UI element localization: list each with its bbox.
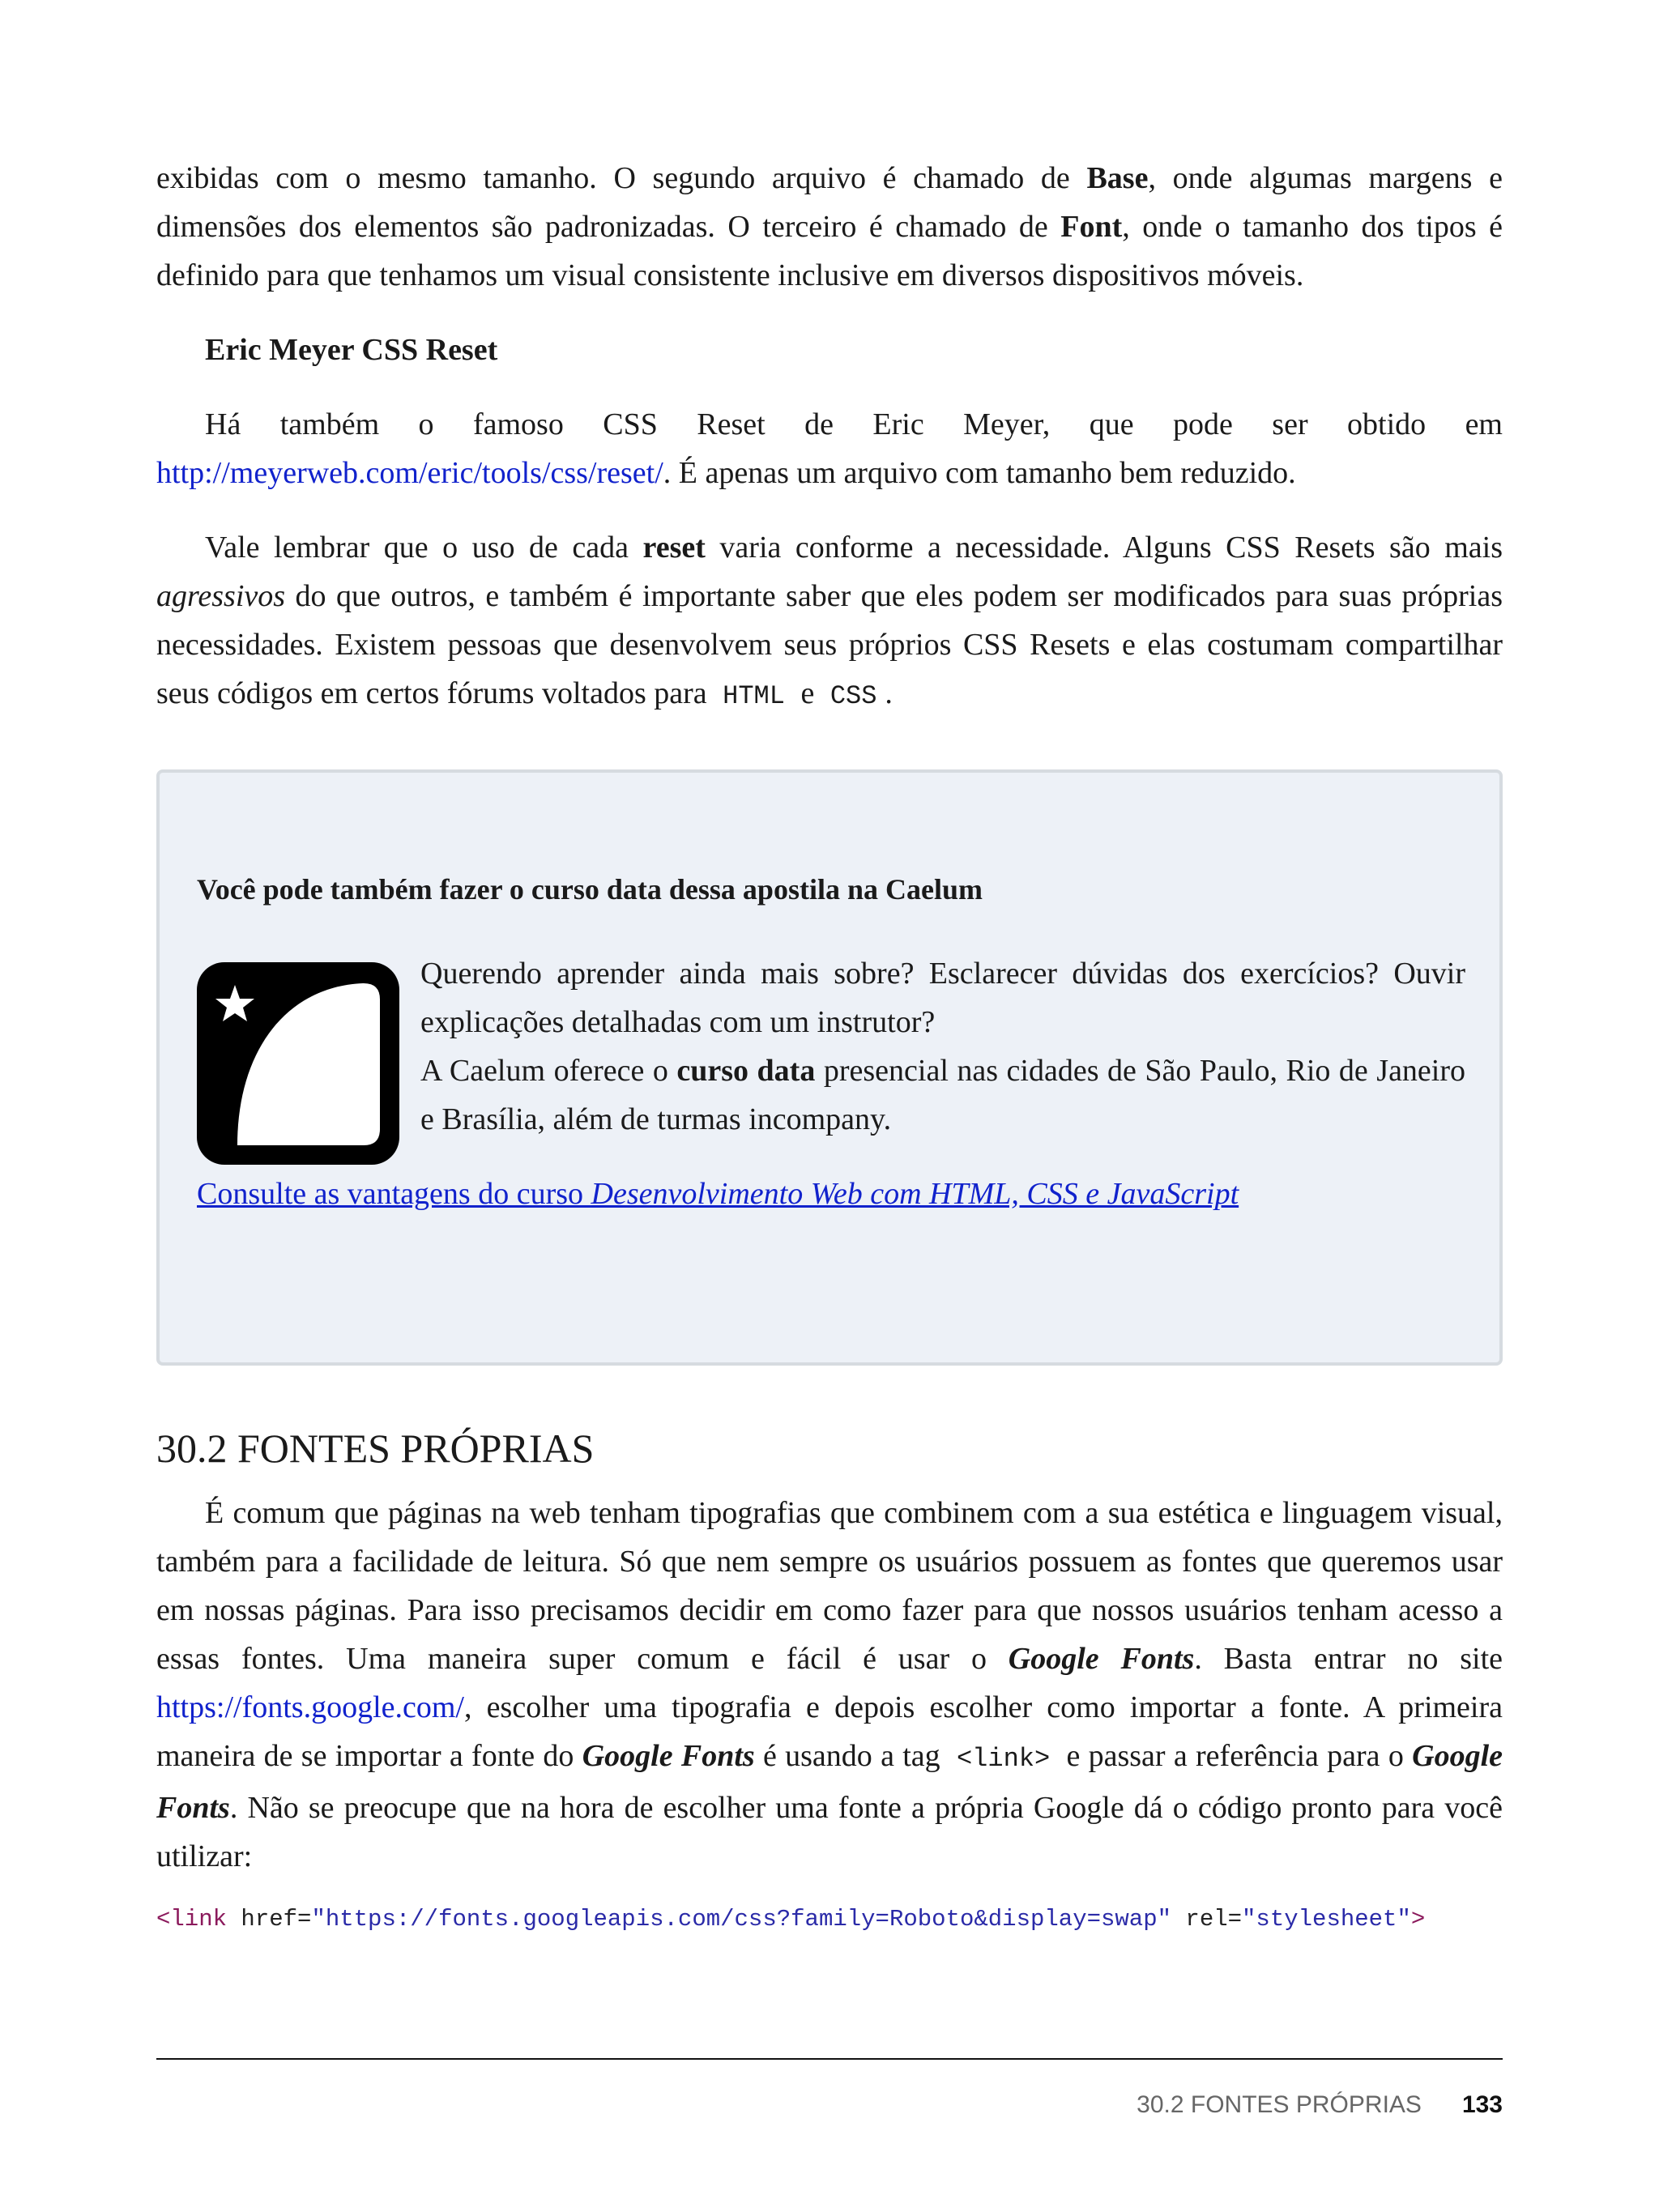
course-link[interactable] — [197, 1177, 1239, 1211]
course-name: Desenvolvimento Web com HTML, CSS e JavaScript — [591, 1177, 1239, 1211]
code-attr-href: href= — [227, 1906, 312, 1933]
code-tag-open: <link — [156, 1906, 228, 1933]
base-term: Base — [1086, 161, 1149, 195]
text: , onde o tamanho dos tipos é definido para que tenhamos um visual consistente inclusive em diversos dispositivos móveis. — [156, 210, 1503, 292]
text: . Basta entrar no site — [1194, 1642, 1503, 1676]
text: A Caelum oferece o — [420, 1054, 677, 1088]
footer-rule — [156, 2058, 1503, 2060]
page-footer — [1137, 2091, 1503, 2119]
text: . — [885, 676, 893, 710]
text: . Não se preocupe que na hora de escolher uma fonte a própria Google dá o código pronto para você utilizar: — [156, 1791, 1503, 1873]
text: exibidas com o mesmo tamanho. O segundo arquivo é chamado de — [156, 161, 1087, 195]
agressivos-term: agressivos — [156, 579, 286, 613]
code-snippet — [156, 1903, 1503, 1936]
text: e passar a referência para o — [1058, 1739, 1413, 1773]
code-value-href: "https://fonts.googleapis.com/css?family=Roboto&display=swap" — [311, 1906, 1172, 1933]
text: é usando a tag — [754, 1739, 949, 1773]
google-fonts-term: Google Fonts — [156, 1739, 1503, 1825]
meyer-paragraph — [156, 400, 1503, 497]
callout-title: Você pode também fazer o curso data dessa apostila na Caelum — [197, 873, 983, 906]
callout-body — [197, 949, 1465, 1218]
text: varia conforme a necessidade. Alguns CSS Resets são mais — [705, 531, 1503, 565]
link-tag-code: <link> — [956, 1744, 1051, 1774]
text: Vale lembrar que o uso de cada — [205, 531, 643, 565]
curso-data-term: curso data — [676, 1054, 816, 1088]
reset-note-paragraph — [156, 523, 1503, 721]
page-number: 133 — [1461, 2091, 1503, 2118]
link-text: Consulte as vantagens do curso — [197, 1177, 591, 1211]
page-content — [156, 154, 1503, 1936]
text: presencial nas cidades de São Paulo, Rio de Janeiro e Brasília, além de turmas incompany. — [420, 1054, 1466, 1136]
text: do que outros, e também é importante saber que eles podem ser modificados para suas próprias necessidades. Existem pessoas que desenvolvem seus próprios CSS Resets e elas costumam compartilhar seus códigos em certos fórums voltados para — [156, 579, 1503, 710]
text: , escolher uma tipografia e depois escolher como importar a fonte. A primeira maneira de se importar a fonte do — [156, 1690, 1503, 1773]
fonts-paragraph — [156, 1489, 1503, 1881]
text: e — [792, 676, 822, 710]
meyer-reset-link[interactable]: http://meyerweb.com/eric/tools/css/reset/ — [156, 456, 663, 490]
text: Querendo aprender ainda mais sobre? Esclarecer dúvidas dos exercícios? Ouvir explicações detalhadas com um instrutor? — [420, 957, 1465, 1039]
css-code: CSS — [830, 681, 877, 711]
footer-section-title: 30.2 FONTES PRÓPRIAS — [1137, 2091, 1422, 2118]
code-value-rel: "stylesheet" — [1242, 1906, 1411, 1933]
text: , onde algumas margens e dimensões dos elementos são padronizadas. O terceiro é chamado de — [156, 161, 1503, 244]
text: Há também o famoso CSS Reset de Eric Meyer, que pode ser obtido em — [205, 407, 1503, 441]
callout-link-paragraph — [197, 1170, 1465, 1218]
google-fonts-term: Google Fonts — [582, 1739, 755, 1773]
text: É comum que páginas na web tenham tipografias que combinem com a sua estética e linguagem visual, também para a facilidade de leitura. Só que nem sempre os usuários possuem as fontes que queremos usar em nossas páginas. Para isso precisamos decidir em como fazer para que nossos usuários tenham acesso a essas fontes. Uma maneira super comum e fácil é usar o — [156, 1496, 1503, 1676]
font-term: Font — [1060, 210, 1123, 244]
google-fonts-term: Google Fonts — [1008, 1642, 1195, 1676]
html-code: HTML — [723, 681, 785, 711]
reset-term: reset — [642, 531, 706, 565]
meyer-heading: Eric Meyer CSS Reset — [205, 333, 498, 367]
section-heading: 30.2 FONTES PRÓPRIAS — [156, 1426, 595, 1471]
intro-paragraph — [156, 154, 1503, 300]
text: . É apenas um arquivo com tamanho bem reduzido. — [663, 456, 1296, 490]
code-tag-close: > — [1410, 1906, 1426, 1933]
code-attr-rel: rel= — [1171, 1906, 1243, 1933]
course-callout — [156, 769, 1503, 1366]
google-fonts-link[interactable]: https://fonts.google.com/ — [156, 1690, 464, 1724]
